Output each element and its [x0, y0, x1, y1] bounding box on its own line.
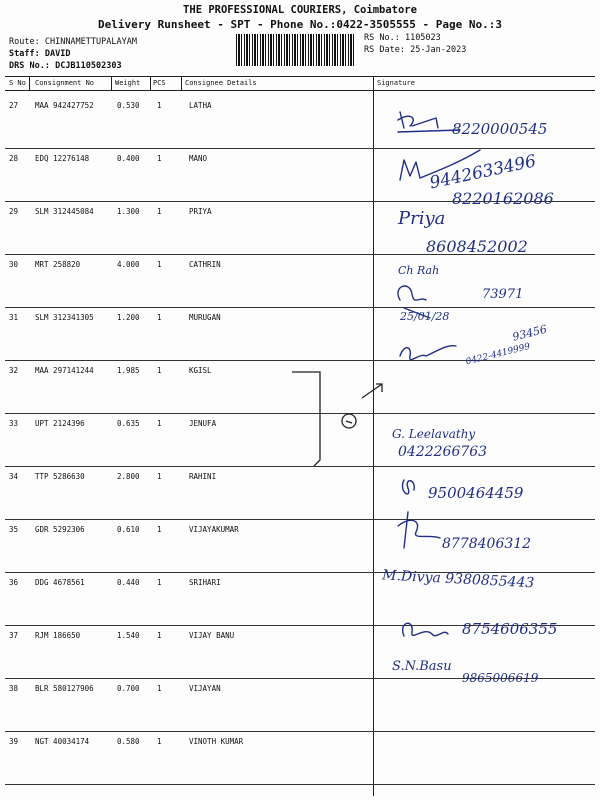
- table-row: [5, 679, 595, 732]
- handwritten-note: 73971: [482, 287, 524, 302]
- row-consignment: GDR 5292306: [35, 525, 85, 534]
- row-consignee: SRIHARI: [189, 578, 221, 587]
- row-consignment: RJM 186650: [35, 631, 81, 640]
- row-consignment: MAA 942427752: [35, 101, 94, 110]
- row-consignment: EDQ 12276148: [35, 154, 90, 163]
- row-sno: 28: [9, 154, 19, 163]
- staff-line: [9, 49, 70, 59]
- rs-date-value: 25-Jan-2023: [410, 45, 467, 55]
- row-pcs: 1: [157, 313, 162, 322]
- row-consignment: TTP 5286630: [35, 472, 85, 481]
- row-weight: 0.530: [117, 101, 140, 110]
- row-pcs: 1: [157, 737, 162, 746]
- delivery-table: [5, 76, 595, 796]
- handwritten-note: 9442633496: [427, 151, 538, 194]
- row-consignee: LATHA: [189, 101, 212, 110]
- row-consignment: BLR 580127906: [35, 684, 94, 693]
- handwritten-note: 0422-4419999: [464, 341, 532, 368]
- row-rule: [5, 784, 595, 785]
- handwritten-note: 8220000545: [452, 120, 548, 138]
- row-pcs: 1: [157, 525, 162, 534]
- handwritten-note: 0422266763: [398, 444, 488, 460]
- row-consignee: VIJAYAN: [189, 684, 221, 693]
- row-sno: 39: [9, 737, 19, 746]
- row-consignee: VIJAY BANU: [189, 631, 235, 640]
- row-weight: 4.000: [117, 260, 140, 269]
- header-bottom-rule: [5, 90, 595, 91]
- row-consignee: MURUGAN: [189, 313, 221, 322]
- barcode: [236, 34, 356, 66]
- col-consignment-header: Consignment No: [35, 79, 95, 87]
- row-weight: 1.985: [117, 366, 140, 375]
- row-weight: 0.440: [117, 578, 140, 587]
- handwritten-note: 9500464459: [428, 484, 524, 502]
- table-row: [5, 308, 595, 361]
- row-sno: 33: [9, 419, 19, 428]
- row-sno: 30: [9, 260, 19, 269]
- handwritten-note: 8220162086: [452, 189, 554, 208]
- table-row: [5, 202, 595, 255]
- row-weight: 0.580: [117, 737, 140, 746]
- row-weight: 0.400: [117, 154, 140, 163]
- rs-date-line: [364, 45, 466, 55]
- col-consignee-header: Consignee Details: [185, 79, 257, 87]
- handwritten-note: 8754606355: [462, 620, 558, 638]
- row-sno: 37: [9, 631, 19, 640]
- handwritten-note: 25/01/28: [400, 310, 450, 323]
- row-pcs: 1: [157, 578, 162, 587]
- table-row: [5, 520, 595, 573]
- col-weight-header: Weight: [115, 79, 141, 87]
- row-sno: 36: [9, 578, 19, 587]
- handwritten-note: 93456: [511, 322, 549, 344]
- row-pcs: 1: [157, 419, 162, 428]
- row-consignment: MRT 258820: [35, 260, 81, 269]
- table-row: [5, 361, 595, 414]
- row-weight: 2.800: [117, 472, 140, 481]
- table-row: [5, 149, 595, 202]
- row-consignment: NGT 40034174: [35, 737, 90, 746]
- handwritten-note: M.Divya 9380855443: [381, 567, 535, 592]
- row-sno: 32: [9, 366, 19, 375]
- row-sno: 27: [9, 101, 19, 110]
- col-pcs-header: PCS: [153, 79, 166, 87]
- row-pcs: 1: [157, 472, 162, 481]
- staff-label: Staff:: [9, 49, 40, 59]
- col-sno-header: S No: [9, 79, 26, 87]
- column-divider: [181, 76, 182, 90]
- handwritten-note: Priya: [398, 208, 446, 229]
- column-divider: [150, 76, 151, 90]
- row-consignment: SLM 312445084: [35, 207, 94, 216]
- row-consignment: DDG 4678561: [35, 578, 85, 587]
- company-title: THE PROFESSIONAL COURIERS, Coimbatore: [183, 4, 417, 16]
- row-weight: 0.610: [117, 525, 140, 534]
- route-line: [9, 37, 137, 47]
- drs-value: DCJB110502303: [55, 61, 122, 71]
- runsheet-subtitle: Delivery Runsheet - SPT - Phone No.:0422-3505555 - Page No.:3: [98, 18, 502, 31]
- table-row: [5, 467, 595, 520]
- table-row: [5, 573, 595, 626]
- handwritten-note: G. Leelavathy: [392, 427, 476, 441]
- row-consignee: PRIYA: [189, 207, 212, 216]
- row-pcs: 1: [157, 366, 162, 375]
- row-consignment: MAA 297141244: [35, 366, 94, 375]
- row-consignee: RAHINI: [189, 472, 217, 481]
- handwritten-note: 8778406312: [442, 536, 532, 552]
- drs-line: [9, 61, 122, 71]
- row-weight: 1.540: [117, 631, 140, 640]
- table-top-rule: [5, 76, 595, 77]
- row-sno: 38: [9, 684, 19, 693]
- route-label: Route:: [9, 37, 40, 47]
- row-pcs: 1: [157, 631, 162, 640]
- row-weight: 1.300: [117, 207, 140, 216]
- table-row: [5, 626, 595, 679]
- handwritten-note: S.N.Basu: [392, 659, 452, 674]
- handwritten-note: 8608452002: [426, 237, 528, 256]
- column-divider: [111, 76, 112, 90]
- row-consignee: VINOTH KUMAR: [189, 737, 244, 746]
- row-consignment: SLM 312341305: [35, 313, 94, 322]
- row-sno: 29: [9, 207, 19, 216]
- row-weight: 0.635: [117, 419, 140, 428]
- row-consignee: MANO: [189, 154, 208, 163]
- rs-no-value: 1105023: [404, 33, 441, 43]
- rs-date-label: RS Date:: [364, 45, 405, 55]
- row-pcs: 1: [157, 207, 162, 216]
- table-row: [5, 414, 595, 467]
- table-row: [5, 732, 595, 785]
- row-consignee: VIJAYAKUMAR: [189, 525, 239, 534]
- row-pcs: 1: [157, 154, 162, 163]
- handwritten-note: Ch Rah: [398, 264, 440, 277]
- col-signature-header: Signature: [377, 79, 415, 87]
- table-row: [5, 255, 595, 308]
- row-consignee: KGISL: [189, 366, 212, 375]
- rs-no-label: RS No.:: [364, 33, 400, 43]
- route-value: CHINNAMETTUPALAYAM: [44, 37, 137, 47]
- row-pcs: 1: [157, 684, 162, 693]
- table-row: [5, 96, 595, 149]
- row-pcs: 1: [157, 101, 162, 110]
- drs-label: DRS No.:: [9, 61, 50, 71]
- row-consignee: CATHRIN: [189, 260, 221, 269]
- row-pcs: 1: [157, 260, 162, 269]
- column-divider: [29, 76, 30, 90]
- handwritten-note: 9865006619: [462, 671, 539, 685]
- row-consignee: JENUFA: [189, 419, 217, 428]
- row-weight: 0.700: [117, 684, 140, 693]
- rs-no-line: [364, 33, 441, 43]
- row-weight: 1.200: [117, 313, 140, 322]
- row-sno: 34: [9, 472, 19, 481]
- row-sno: 35: [9, 525, 19, 534]
- row-sno: 31: [9, 313, 19, 322]
- row-consignment: UPT 2124396: [35, 419, 85, 428]
- staff-value: DAVID: [44, 49, 71, 59]
